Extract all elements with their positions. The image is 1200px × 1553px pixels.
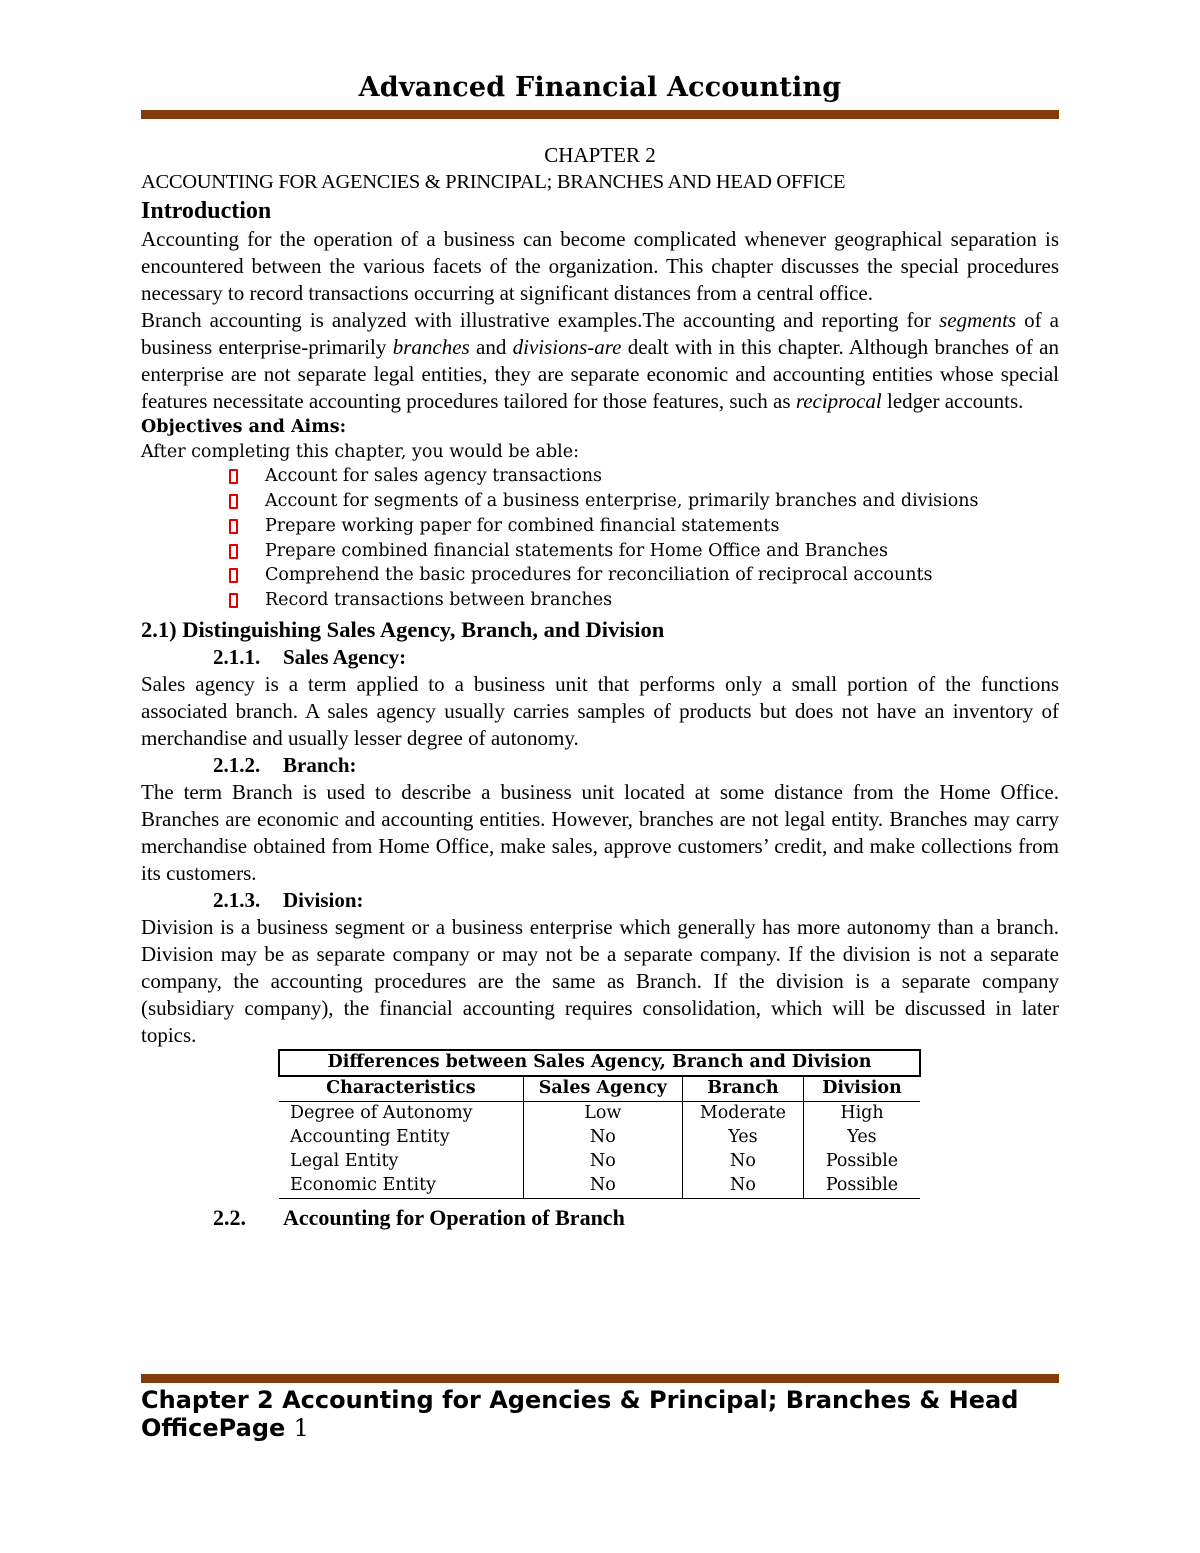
subsection-heading [141,644,1059,671]
list-item-text: Account for sales agency transactions [265,466,603,487]
bullet-icon [229,519,238,534]
section-number: 2.2. [213,1204,246,1230]
column-header: Characteristics [279,1076,523,1102]
table-cell: No [523,1150,682,1174]
list-item [141,563,1059,588]
table-cell: No [523,1174,682,1199]
table-caption: Differences between Sales Agency, Branch and Division [279,1050,920,1076]
objectives-list [141,464,1059,612]
list-item-text: Record transactions between branches [265,589,613,610]
table-cell: Low [523,1101,682,1126]
table-row [279,1126,920,1150]
bullet-icon [229,469,238,484]
table-cell: High [803,1101,920,1126]
division-paragraph: Division is a business segment or a business enterprise which generally has more autonomy than a branch. Division may be as separate company or may not be a separate company. If the division is not a separate company, the accounting procedures are the same as Branch. If the division is a separate company (subsidiary company), the financial accounting requires consolidation, which will be discussed in later topics. [141,914,1059,1047]
header-rule [141,110,1059,119]
table-cell: Legal Entity [290,1150,399,1171]
table-row [279,1101,920,1126]
italic-term: branches [392,335,470,359]
subsection-number: 2.1.3. [213,887,261,912]
table-cell: Economic Entity [279,1174,523,1199]
table-caption-row [279,1050,920,1076]
column-header: Sales Agency [523,1076,682,1102]
list-item [141,464,1059,489]
objectives-heading: Objectives and Aims: [141,417,347,437]
footer-page-label: Page [218,1414,286,1442]
sales-agency-paragraph: Sales agency is a term applied to a business unit that performs only a small portion of the functions associated branch. A sales agency usually carries samples of products but does not have an inventory of merchandise and usually lesser degree of autonomy. [141,671,1059,750]
chapter-subtitle: ACCOUNTING FOR AGENCIES & PRINCIPAL; BRANCHES AND HEAD OFFICE [141,171,846,193]
subsection-number: 2.1.1. [213,644,261,669]
subsection-number: 2.1.2. [213,752,261,777]
bullet-icon [229,494,238,509]
intro-heading: Introduction [141,198,272,224]
subsection-title: Branch: [283,752,357,777]
footer-rule [141,1374,1059,1383]
table-cell: No [682,1150,803,1174]
table-header-row [279,1076,920,1102]
bullet-icon [229,593,238,608]
intro-text: and [469,335,513,359]
list-item-text: Prepare combined financial statements for Home Office and Branches [265,540,888,561]
list-item-text: Prepare working paper for combined financial statements [265,515,780,536]
footer-text: Chapter 2 Accounting for Agencies & Principal; Branches & Head Office [141,1386,1019,1442]
italic-term: divisions-are [512,335,622,359]
table-cell: No [523,1126,682,1150]
chapter-label: CHAPTER 2 [544,143,656,167]
italic-term: segments [939,308,1017,332]
list-item-text: Comprehend the basic procedures for reconciliation of reciprocal accounts [265,565,933,586]
table-cell: Moderate [682,1101,803,1126]
subsection-title: Sales Agency: [283,644,407,669]
column-header: Division [803,1076,920,1102]
table-cell: Possible [803,1150,920,1174]
intro-text: ledger accounts. [881,389,1024,413]
list-item [141,489,1059,514]
branch-paragraph: The term Branch is used to describe a business unit located at some distance from the Home Office. Branches are economic and accounting entities. However, branches are not legal entity. Branches may carry merchandise obtained from Home Office, make sales, approve customers’ credit, and make collections from its customers. [141,779,1059,885]
bullet-icon [229,544,238,559]
page-number: 1 [293,1414,309,1442]
bullet-icon [229,568,238,583]
italic-term: reciprocal [795,389,882,413]
table-cell: Accounting Entity [290,1126,450,1147]
section-2-1-heading: 2.1) Distinguishing Sales Agency, Branch, and Division [141,616,665,642]
table-cell: Possible [803,1174,920,1199]
list-item [141,539,1059,564]
intro-paragraph-1: Accounting for the operation of a business can become complicated whenever geographical separation is encountered between the various facets of the organization. This chapter discusses the special procedures necessary to record transactions occurring at significant distances from a central office. [141,227,1059,305]
list-item [141,514,1059,539]
table-row [279,1174,920,1199]
subsection-heading [141,887,1059,914]
table-cell: Yes [682,1126,803,1150]
objectives-lead: After completing this chapter, you would be able: [141,441,579,462]
column-header: Branch [682,1076,803,1102]
intro-text: Branch accounting is analyzed with illustrative examples.The accounting and reporting for [141,308,940,332]
intro-text: of a business enterprise-primarily [141,308,1059,359]
intro-paragraph-2 [141,307,1059,415]
subsection-title: Division: [283,887,364,912]
differences-table [278,1049,921,1199]
table-cell: Degree of Autonomy [290,1102,473,1123]
table-cell: No [682,1174,803,1199]
section-title: Accounting for Operation of Branch [283,1204,625,1230]
page-footer [141,1386,1059,1442]
header-title: Advanced Financial Accounting [358,72,842,103]
subsection-heading [141,752,1059,779]
table-row [279,1150,920,1174]
page-body [141,142,1059,1233]
list-item-text: Account for segments of a business enterprise, primarily branches and divisions [265,491,979,512]
list-item [141,588,1059,613]
table-cell: Yes [803,1126,920,1150]
section-2-2-heading [141,1203,1059,1233]
intro-text: dealt with in this chapter. Although branches of an enterprise are not separate legal entities, they are separate economic and accounting entities whose special features necessitate accounting procedures tailored for those features, such as [141,335,1059,413]
